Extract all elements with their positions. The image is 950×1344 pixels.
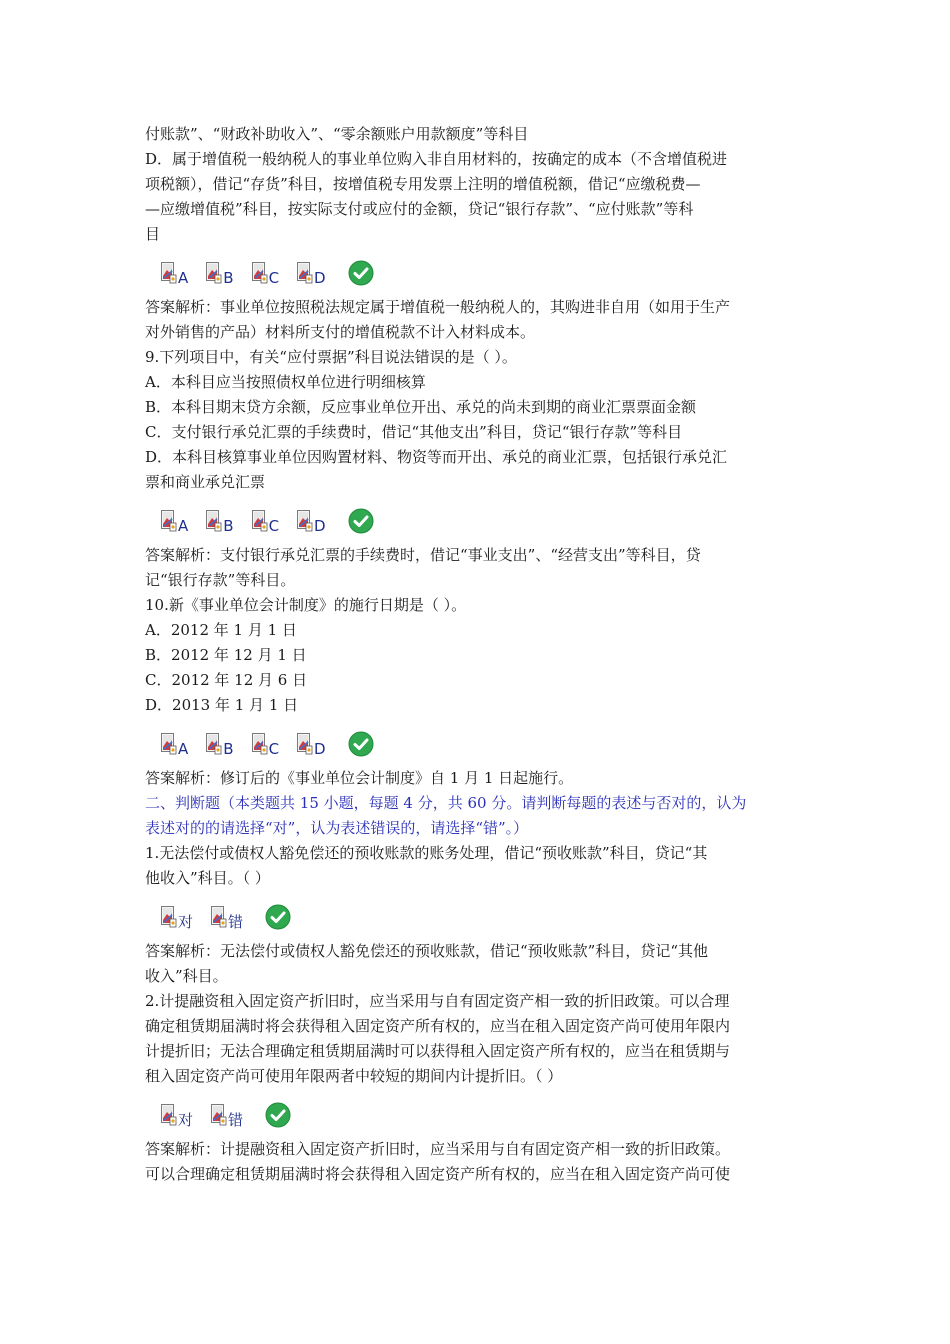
- text-line: 票和商业承兑汇票: [145, 473, 266, 491]
- answer-options: [161, 247, 810, 287]
- text-line: 租入固定资产尚可使用年限两者中较短的期间内计提折旧。（ ）: [145, 1067, 563, 1085]
- broken-image-icon: [252, 733, 268, 755]
- text-line: 计提折旧；无法合理确定租赁期届满时可以获得租入固定资产所有权的，应当在租赁期与: [145, 1042, 731, 1060]
- broken-image-icon: [206, 262, 222, 284]
- broken-image-icon: [211, 1104, 227, 1126]
- text-line: 记“银行存款”等科目。: [145, 571, 296, 589]
- text-line: 1.无法偿付或债权人豁免偿还的预收账款的账务处理，借记“预收账款”科目，贷记“其: [145, 844, 708, 862]
- option-false[interactable]: [211, 906, 244, 931]
- text-line: 答案解析：修订后的《事业单位会计制度》自 1 月 1 日起施行。: [145, 769, 574, 787]
- text-line: A．本科目应当按照债权单位进行明细核算: [145, 373, 426, 391]
- text-line: 10.新《事业单位会计制度》的施行日期是（ ）。: [145, 596, 467, 614]
- answer-options: [161, 495, 810, 535]
- option-c[interactable]: [252, 262, 280, 287]
- broken-image-icon: [297, 510, 313, 532]
- broken-image-icon: [297, 262, 313, 284]
- broken-image-icon: [211, 906, 227, 928]
- text-line: B．2012 年 12 月 1 日: [145, 646, 307, 664]
- text-line: 二、判断题（本类题共 15 小题，每题 4 分，共 60 分。请判断每题的表述与否对的，认为: [145, 794, 747, 812]
- text-line: B．本科目期末贷方余额，反应事业单位开出、承兑的尚未到期的商业汇票票面金额: [145, 398, 697, 416]
- answer-options: [161, 1089, 810, 1129]
- broken-image-icon: [206, 733, 222, 755]
- option-label: D: [314, 740, 326, 758]
- option-c[interactable]: [252, 733, 280, 758]
- option-d[interactable]: [297, 733, 326, 758]
- check-icon: [348, 508, 374, 534]
- check-icon: [348, 731, 374, 757]
- option-d[interactable]: [297, 262, 326, 287]
- text-line: D．属于增值税一般纳税人的事业单位购入非自用材料的，按确定的成本（不含增值税进: [145, 150, 728, 168]
- answer-options: [161, 891, 810, 931]
- option-a[interactable]: [161, 733, 189, 758]
- option-label: C: [268, 517, 280, 535]
- option-label: 错: [228, 1111, 244, 1129]
- option-false[interactable]: [211, 1104, 244, 1129]
- text-line: C．支付银行承兑汇票的手续费时，借记“其他支出”科目，贷记“银行存款”等科目: [145, 423, 683, 441]
- broken-image-icon: [252, 510, 268, 532]
- text-line: D．本科目核算事业单位因购置材料、物资等而开出、承兑的商业汇票，包括银行承兑汇: [145, 448, 728, 466]
- broken-image-icon: [252, 262, 268, 284]
- option-label: 对: [178, 1111, 194, 1129]
- text-line: —应缴增值税”科目，按实际支付或应付的金额，贷记“银行存款”、“应付账款”等科: [145, 200, 694, 218]
- text-line: A．2012 年 1 月 1 日: [145, 621, 297, 639]
- option-true[interactable]: [161, 1104, 194, 1129]
- option-label: 错: [228, 913, 244, 931]
- text-line: 可以合理确定租赁期届满时将会获得租入固定资产所有权的，应当在租入固定资产尚可使: [145, 1165, 731, 1183]
- text-line: 表述对的的请选择“对”，认为表述错误的，请选择“错”。）: [145, 819, 529, 837]
- option-label: D: [314, 269, 326, 287]
- text-line: 他收入”科目。（ ）: [145, 869, 270, 887]
- option-c[interactable]: [252, 510, 280, 535]
- broken-image-icon: [161, 262, 177, 284]
- text-line: 答案解析：事业单位按照税法规定属于增值税一般纳税人的，其购进非自用（如用于生产: [145, 298, 731, 316]
- option-label: B: [223, 740, 234, 758]
- option-label: C: [268, 269, 280, 287]
- option-label: C: [268, 740, 280, 758]
- answer-options: [161, 718, 810, 758]
- check-icon: [348, 260, 374, 286]
- option-label: B: [223, 269, 234, 287]
- option-a[interactable]: [161, 510, 189, 535]
- check-icon: [265, 904, 291, 930]
- option-label: A: [178, 740, 189, 758]
- text-line: 2.计提融资租入固定资产折旧时，应当采用与自有固定资产相一致的折旧政策。可以合理: [145, 992, 730, 1010]
- broken-image-icon: [161, 906, 177, 928]
- text-line: 目: [145, 225, 161, 243]
- option-a[interactable]: [161, 262, 189, 287]
- broken-image-icon: [161, 733, 177, 755]
- text-line: 答案解析：支付银行承兑汇票的手续费时，借记“事业支出”、“经营支出”等科目，贷: [145, 546, 701, 564]
- text-line: 付账款”、“财政补助收入”、“零余额账户用款额度”等科目: [145, 125, 529, 143]
- broken-image-icon: [161, 1104, 177, 1126]
- text-line: 确定租赁期届满时将会获得租入固定资产所有权的，应当在租入固定资产尚可使用年限内: [145, 1017, 731, 1035]
- option-b[interactable]: [206, 733, 234, 758]
- text-line: 9.下列项目中，有关“应付票据”科目说法错误的是（ ）。: [145, 348, 517, 366]
- text-line: 答案解析：无法偿付或债权人豁免偿还的预收账款，借记“预收账款”科目，贷记“其他: [145, 942, 709, 960]
- option-d[interactable]: [297, 510, 326, 535]
- option-label: D: [314, 517, 326, 535]
- broken-image-icon: [297, 733, 313, 755]
- check-icon: [265, 1102, 291, 1128]
- document-page: [145, 122, 810, 1187]
- broken-image-icon: [206, 510, 222, 532]
- option-label: A: [178, 269, 189, 287]
- text-line: 项税额），借记“存货”科目，按增值税专用发票上注明的增值税额，借记“应缴税费—: [145, 175, 701, 193]
- option-b[interactable]: [206, 262, 234, 287]
- text-line: 对外销售的产品）材料所支付的增值税款不计入材料成本。: [145, 323, 536, 341]
- broken-image-icon: [161, 510, 177, 532]
- option-label: 对: [178, 913, 194, 931]
- option-label: B: [223, 517, 234, 535]
- option-label: A: [178, 517, 189, 535]
- text-line: 答案解析：计提融资租入固定资产折旧时，应当采用与自有固定资产相一致的折旧政策。: [145, 1140, 731, 1158]
- text-line: 收入”科目。: [145, 967, 228, 985]
- option-b[interactable]: [206, 510, 234, 535]
- text-line: D．2013 年 1 月 1 日: [145, 696, 299, 714]
- option-true[interactable]: [161, 906, 194, 931]
- text-line: C．2012 年 12 月 6 日: [145, 671, 308, 689]
